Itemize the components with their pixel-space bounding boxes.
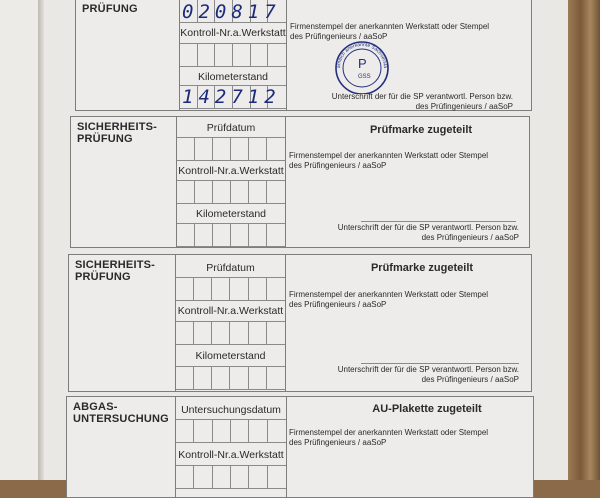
- control-number-grid: [176, 465, 286, 489]
- official-stamp: [318, 38, 408, 94]
- entry-column: [175, 255, 286, 391]
- firm-stamp-text: Firmenstempel der anerkannten Werkstatt oder Stempel des Prüfingenieurs / aaSoP: [290, 22, 490, 41]
- control-number-grid: [180, 43, 286, 67]
- section-title: SICHERHEITS-PRÜFUNG: [77, 121, 158, 145]
- control-number-grid: [177, 180, 285, 204]
- mileage-label: Kilometerstand: [197, 71, 269, 83]
- firm-stamp-text: Firmenstempel der anerkannten Werkstatt oder Stempel des Prüfingenieurs / aaSoP: [289, 290, 489, 309]
- signature-text: Unterschrift der für die SP verantwortl. Person bzw. des Prüfingenieurs / aaSoP: [337, 365, 519, 384]
- badge-assigned-label: Prüfmarke zugeteilt: [369, 124, 473, 136]
- inspection-date-label: Untersuchungsdatum: [181, 404, 281, 416]
- firm-stamp-text: Firmenstempel der anerkannten Werkstatt oder Stempel des Prüfingenieurs / aaSoP: [289, 151, 489, 170]
- mileage-grid: [176, 366, 285, 390]
- left-page-edge: [0, 0, 39, 480]
- control-number-label: Kontroll-Nr.a.Werkstatt: [177, 305, 284, 317]
- mileage-grid: [177, 223, 285, 247]
- mileage-label: Kilometerstand: [195, 350, 266, 362]
- section-title: ABGAS-UNTERSUCHUNG: [73, 401, 169, 425]
- section-abgasuntersuchung: [66, 396, 534, 498]
- control-number-label: Kontroll-Nr.a.Werkstatt: [180, 27, 286, 39]
- stamp-code: P: [358, 56, 367, 71]
- handwritten-mileage: 142712: [182, 86, 281, 108]
- section-sicherheitspruefung-2: [68, 254, 532, 392]
- entry-column: [175, 397, 287, 497]
- mileage-label: Kilometerstand: [195, 208, 267, 220]
- entry-column: [176, 117, 286, 247]
- stamp-sub: GSS: [358, 74, 371, 80]
- inspection-date-grid: [176, 419, 286, 443]
- section-title: PRÜFUNG: [82, 3, 138, 15]
- signature-line: [361, 221, 516, 222]
- signature-text: Unterschrift der für die SP verantwortl. Person bzw. des Prüfingenieurs / aaSoP: [337, 223, 519, 242]
- signature-line: [361, 363, 519, 364]
- section-sicherheitspruefung-1: [70, 116, 530, 248]
- test-date-label: Prüfdatum: [206, 122, 256, 134]
- control-number-grid: [176, 321, 285, 345]
- stamp-ring-text: amtlich anerkannte Sachverstä: [335, 41, 389, 69]
- signature-text: Unterschrift der für die SP verantwortl. Person bzw. des Prüfingenieurs / aaSoP: [331, 92, 513, 111]
- firm-stamp-text: Firmenstempel der anerkannten Werkstatt oder Stempel des Prüfingenieurs / aaSoP: [289, 428, 489, 447]
- badge-assigned-label: Prüfmarke zugeteilt: [370, 262, 474, 274]
- svg-text:amtlich anerkannte Sachverstän: [318, 38, 388, 68]
- control-number-label: Kontroll-Nr.a.Werkstatt: [178, 449, 284, 461]
- wooden-table: [568, 0, 600, 480]
- test-date-grid: [176, 277, 285, 301]
- section-title: SICHERHEITS-PRÜFUNG: [75, 259, 156, 283]
- control-number-label: Kontroll-Nr.a.Werkstatt: [178, 165, 284, 177]
- section-pruefung: [75, 0, 532, 111]
- au-badge-label: AU-Plakette zugeteilt: [372, 403, 482, 415]
- handwritten-number: 020817: [182, 1, 281, 23]
- test-date-label: Prüfdatum: [206, 262, 255, 274]
- test-date-grid: [177, 137, 285, 161]
